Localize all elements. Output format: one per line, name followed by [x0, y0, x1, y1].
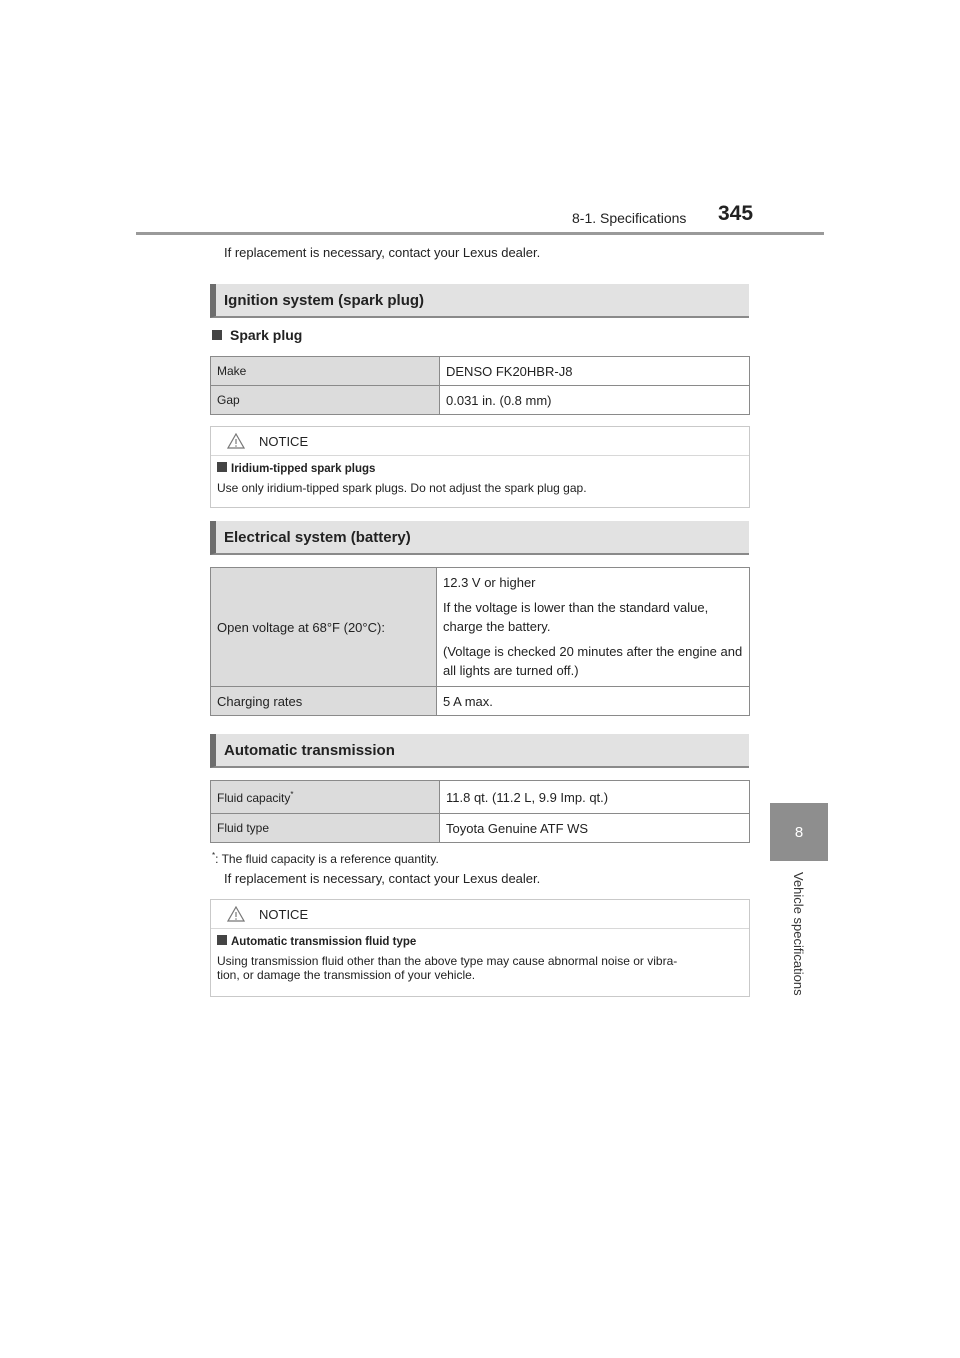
table-key: Gap [211, 386, 440, 415]
page-number: 345 [718, 202, 754, 225]
notice-subtitle: Automatic transmission fluid type [217, 935, 743, 948]
notice-body-text: Use only iridium-tipped spark plugs. Do not adjust the spark plug gap. [217, 481, 587, 495]
footnote-marker: * [290, 789, 294, 799]
warning-triangle-icon [227, 906, 245, 922]
header-divider [136, 232, 824, 235]
table-value: Toyota Genuine ATF WS [440, 814, 750, 843]
chapter-label: Vehicle specifications [791, 872, 806, 996]
voltage-check-note: (Voltage is checked 20 minutes after the engine and all lights are turned off.) [443, 643, 743, 678]
table-value: 11.8 qt. (11.2 L, 9.9 Imp. qt.) [440, 781, 750, 814]
voltage-note: If the voltage is lower than the standard value, charge the battery. [443, 599, 709, 634]
notice-body-line: tion, or damage the transmission of your vehicle. [217, 968, 476, 982]
table-key: Open voltage at 68°F (20°C): [211, 568, 437, 687]
table-row [211, 687, 750, 716]
ignition-section-heading: Ignition system (spark plug) [210, 284, 749, 318]
transmission-section-heading: Automatic transmission [210, 734, 749, 768]
table-row [211, 814, 750, 843]
notice-header [211, 427, 749, 456]
spark-plug-subheading: Spark plug [212, 327, 302, 343]
spark-plug-table [210, 356, 750, 415]
bullet-square-icon [217, 935, 227, 945]
notice-title: NOTICE [259, 906, 309, 922]
table-value: 0.031 in. (0.8 mm) [440, 386, 750, 415]
intro-text: If replacement is necessary, contact your Lexus dealer. [224, 245, 541, 260]
battery-table [210, 567, 750, 716]
chapter-tab: 8 [770, 803, 828, 861]
section-title: 8-1. Specifications [572, 210, 687, 226]
electrical-section-heading: Electrical system (battery) [210, 521, 749, 555]
table-key: Make [211, 357, 440, 386]
footnote: *: The fluid capacity is a reference quantity. [212, 851, 439, 866]
notice-subtitle: Iridium-tipped spark plugs [217, 462, 743, 475]
transmission-table [210, 780, 750, 843]
table-row [211, 357, 750, 386]
table-value: DENSO FK20HBR-J8 [440, 357, 750, 386]
notice-header [211, 900, 749, 929]
notice-body-line: Using transmission fluid other than the above type may cause abnormal noise or vibra- [217, 954, 678, 968]
voltage-spec: 12.3 V or higher [443, 574, 536, 590]
warning-triangle-icon [227, 433, 245, 449]
table-row [211, 568, 750, 687]
table-key: Charging rates [211, 687, 437, 716]
table-key: Fluid type [211, 814, 440, 843]
table-value: 5 A max. [437, 687, 750, 716]
bullet-square-icon [217, 462, 227, 472]
bullet-square-icon [212, 330, 222, 340]
notice-box-transmission-fluid [210, 899, 750, 997]
footnote-dealer-text: If replacement is necessary, contact your Lexus dealer. [224, 871, 541, 886]
table-row [211, 386, 750, 415]
notice-box-spark-plug [210, 426, 750, 508]
table-value-open-voltage [437, 568, 750, 687]
notice-title: NOTICE [259, 433, 309, 449]
table-row [211, 781, 750, 814]
table-key: Fluid capacity* [211, 781, 440, 814]
